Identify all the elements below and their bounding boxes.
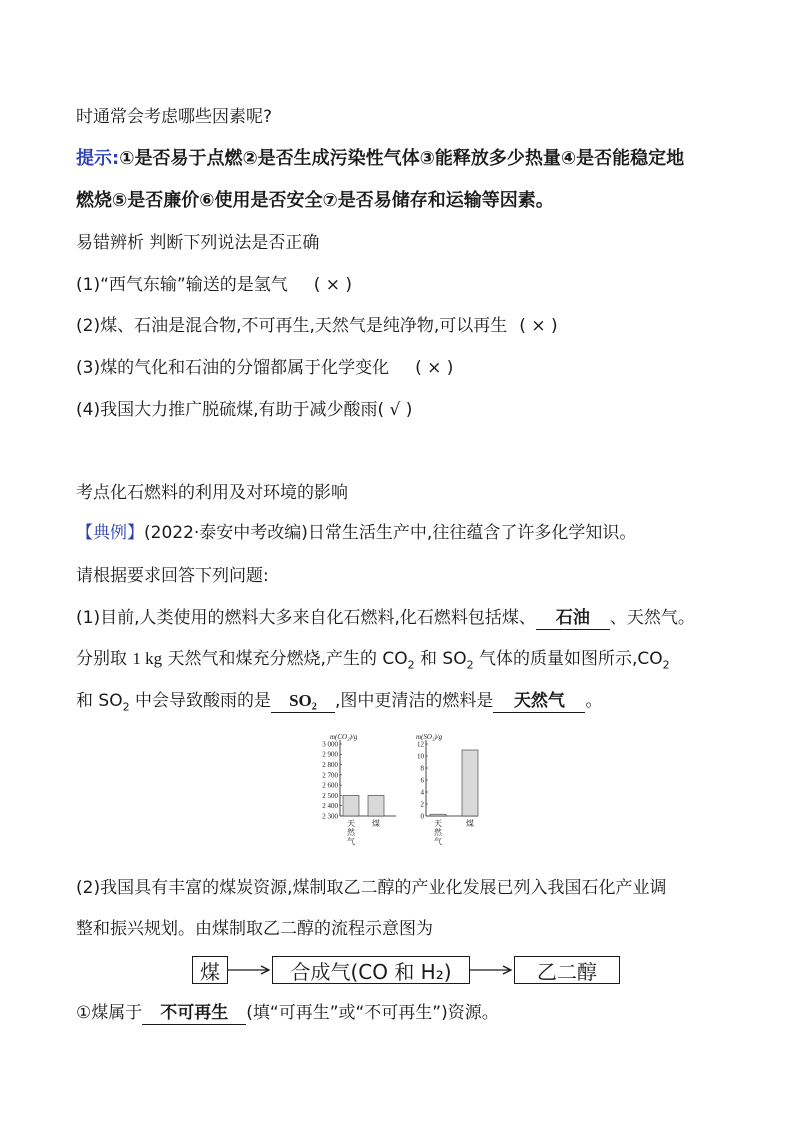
chart-y-axis-label: m(SO₂)/g	[416, 733, 443, 741]
flow-diagram	[192, 955, 620, 985]
chart-x-tick-label: 然	[434, 828, 442, 837]
q1-text-d4: 。	[585, 691, 603, 711]
chart-x-tick-label: 然	[347, 828, 355, 837]
q1-line-2	[76, 648, 670, 676]
chart-x-tick-label: 气	[434, 837, 442, 846]
q1-text-d2: 中会导致酸雨的是	[129, 691, 271, 711]
q2-sub1-line	[76, 1002, 499, 1025]
subscript: 2	[466, 658, 474, 672]
error-item-2	[76, 315, 562, 337]
chart-y-tick-label: 4	[420, 788, 424, 797]
q1-text-c2: 天然气和煤充分燃烧,产生的 CO	[162, 649, 408, 669]
q1-line-3	[76, 690, 602, 718]
intro-line: 时通常会考虑哪些因素呢?	[76, 107, 273, 127]
answer-blank-2: SO₂	[271, 690, 335, 713]
flow-box-coal: 煤	[192, 956, 228, 984]
q1-text-a: (1)目前,人类使用的燃料大多来自化石燃料,化石燃料包括煤、	[76, 608, 536, 628]
q1-unit: 1 kg	[132, 649, 163, 668]
chart-bar	[430, 814, 446, 816]
chart-x-tick-label: 天	[347, 819, 355, 828]
error-item-mark: ( × )	[415, 358, 454, 378]
hint-line-2: 燃烧⑤是否廉价⑥使用是否安全⑦是否易储存和运输等因素。	[76, 190, 554, 211]
chart-co2	[306, 728, 402, 862]
chart-y-tick-label: 0	[420, 812, 424, 821]
flow-arrow	[470, 969, 514, 971]
chart-x-tick-label: 气	[347, 837, 355, 846]
error-item-mark: ( √ )	[377, 400, 413, 420]
chart-co2-svg	[306, 728, 402, 858]
q1-text-d3: ,图中更清洁的燃料是	[334, 691, 494, 711]
chart-y-tick-label: 2 400	[322, 802, 338, 811]
chart-bar	[343, 795, 359, 816]
q1-text-b: 、天然气。	[609, 608, 695, 628]
error-item-text: (1)“西气东输”输送的是氢气	[76, 275, 288, 295]
chart-bar	[368, 795, 384, 816]
chart-y-tick-label: 2 600	[322, 781, 338, 790]
error-item-mark: ( × )	[313, 275, 353, 295]
section-title: 考点化石燃料的利用及对环境的影响	[76, 483, 348, 503]
example-source: (2022·泰安中考改编)日常生活生产中,往往蕴含了许多化学知识。	[144, 523, 637, 543]
error-item-text: (4)我国大力推广脱硫煤,有助于减少酸雨	[76, 400, 378, 420]
error-analysis-heading: 易错辨析 判断下列说法是否正确	[76, 233, 320, 253]
answer-blank-4: 不可再生	[142, 1002, 246, 1025]
answer-blank-3: 天然气	[493, 690, 585, 713]
flow-box-glycol: 乙二醇	[514, 956, 620, 984]
chart-x-tick-label: 煤	[466, 819, 474, 828]
hint-label: 提示:	[76, 148, 120, 169]
q2-sub1-text-a: ①煤属于	[76, 1003, 143, 1023]
chart-y-tick-label: 12	[417, 740, 424, 749]
q1-text-c3: 和 SO	[414, 649, 467, 669]
chart-y-tick-label: 10	[417, 752, 424, 761]
answer-blank-1: 石油	[536, 607, 610, 630]
chart-x-tick-label: 煤	[372, 819, 380, 828]
chart-y-tick-label: 6	[420, 776, 424, 785]
example-source-line	[76, 522, 636, 544]
flow-box-syngas: 合成气(CO 和 H₂)	[272, 956, 470, 984]
q2-sub1-text-b: (填“可再生”或“不可再生”)资源。	[246, 1003, 499, 1023]
error-item-1	[76, 274, 356, 296]
example-tag: 【典例】	[76, 523, 144, 543]
q2-line-2: 整和振兴规划。由煤制取乙二醇的流程示意图为	[76, 919, 433, 939]
chart-y-tick-label: 8	[420, 764, 424, 773]
chart-y-tick-label: 2 500	[322, 791, 338, 800]
error-item-mark: ( × )	[519, 316, 558, 336]
chart-y-tick-label: 2	[420, 800, 424, 809]
hint-text-1: ①是否易于点燃②是否生成污染性气体③能释放多少热量④是否能稳定地	[119, 148, 685, 169]
example-prompt: 请根据要求回答下列问题:	[76, 566, 269, 586]
chart-y-tick-label: 2 700	[322, 771, 338, 780]
flow-arrow	[228, 969, 272, 971]
q2-line-1: (2)我国具有丰富的煤炭资源,煤制取乙二醇的产业化发展已列入我国石化产业调	[76, 878, 667, 898]
subscript: 2	[407, 658, 415, 672]
chart-so2	[408, 728, 498, 862]
chart-x-tick-label: 天	[434, 819, 442, 828]
chart-y-tick-label: 3 000	[322, 740, 338, 749]
error-item-4	[76, 399, 416, 421]
q1-text-c1: 分别取	[76, 649, 133, 669]
chart-y-axis-label: m(CO₂)/g	[330, 733, 358, 741]
q1-text-d1: 和 SO	[76, 691, 123, 711]
chart-bar	[462, 750, 478, 816]
subscript: 2	[662, 658, 670, 672]
subscript: 2	[122, 700, 130, 714]
q1-line-1	[76, 607, 695, 630]
q1-text-c4: 气体的质量如图所示,CO	[473, 649, 663, 669]
error-item-3	[76, 357, 457, 379]
chart-y-tick-label: 2 800	[322, 760, 338, 769]
chart-y-tick-label: 2 300	[322, 812, 338, 821]
chart-so2-svg	[408, 728, 498, 858]
error-item-text: (3)煤的气化和石油的分馏都属于化学变化	[76, 358, 390, 378]
hint-line-1	[76, 148, 684, 170]
chart-y-tick-label: 2 900	[322, 750, 338, 759]
error-item-text: (2)煤、石油是混合物,不可再生,天然气是纯净物,可以再生	[76, 316, 508, 336]
